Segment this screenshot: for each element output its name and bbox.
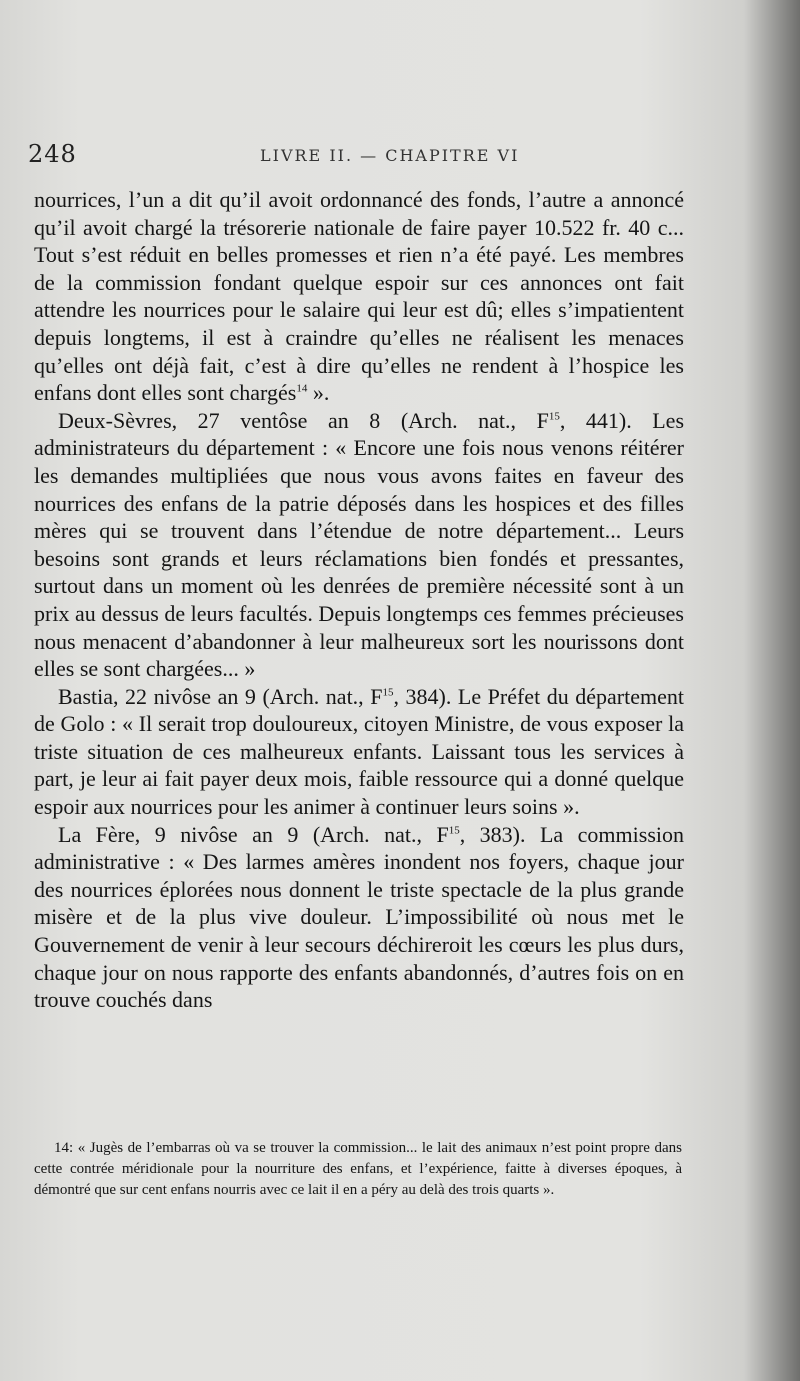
page-number: 248: [28, 140, 77, 168]
paragraph-deux-sevres: Deux-Sèvres, 27 ventôse an 8 (Arch. nat., $F^{15}$, 441). Les administrateurs du département : « Encore une fois nous venons réitérer les demandes multipliées que nous vous avons faites en faveur des nourrices des enfans de la patrie déposés dans les hospices et des filles mères qui se trouvent dans l’étendue de notre département... Leurs besoins sont grands et leurs réclamations bien fondés et pressantes, surtout dans un moment où les denrées de première nécessité sont à un prix au dessus de leurs facultés. Depuis longtemps ces femmes précieuses nous menacent d’abandonner à leur malheureux sort les nourissons dont elles se sont chargées... »: [34, 407, 685, 682]
running-head: LIVRE II. — CHAPITRE VI: [260, 146, 520, 165]
body-text: [34, 186, 684, 1014]
footnotes: [34, 1138, 682, 1201]
footnote-ref-14: 14: [296, 382, 308, 395]
paragraph-bastia: Bastia, 22 nivôse an 9 (Arch. nat., $F^{15}$, 384). Le Préfet du département de Golo : « Il serait trop douloureux, citoyen Ministre, de vous exposer la triste situation de ces malheureux enfants. Laissant tous les services à part, je leur ai fait payer deux mois, faible ressource qui a donné quelque espoir aux nourrices pour les animer à continuer leurs soins ».: [34, 683, 685, 820]
paragraph-la-fere: La Fère, 9 nivôse an 9 (Arch. nat., $F^{15}$, 383). La commission administrative : « Des larmes amères inondent nos foyers, chaque jour des nourrices éplorées nous donnent le triste spectacle de la plus grande misère et de la plus vive douleur. L’impossibilité où nous met le Gouvernement de venir à leur secours déchireroit les cœurs les plus durs, chaque jour on nous rapporte des enfants abandonnés, d’autres fois on en trouve couchés dans: [34, 821, 684, 1013]
paragraph-continuation: nourrices, l’un a dit qu’il avoit ordonnancé des fonds, l’autre a annoncé qu’il avoit chargé la trésorerie nationale de faire payer 10.522 fr. 40 c... Tout s’est réduit en belles promesses et rien n’a été payé. Les membres de la commission fondant quelque espoir sur ces annonces ont fait attendre les nourrices pour le salaire qui leur est dû; elles s’impatientent depuis longtems, il est à craindre qu’elles ne réalisent les menaces qu’elles ont déjà fait, c’est à dire qu’elles ne rendent à l’hospice les enfans dont elles sont chargés$^{14}$ ».: [34, 187, 684, 406]
footnote-14: 14: « Jugès de l’embarras où va se trouver la commission... le lait des animaux n’est point propre dans cette contrée méridionale pour la nourriture des enfans, et l’expérience, faitte à diverses époques, à démontré que sur cent enfans nourris avec ce lait il en a péry au delà des trois quarts ».: [34, 1140, 682, 1198]
page-header: [28, 140, 680, 170]
